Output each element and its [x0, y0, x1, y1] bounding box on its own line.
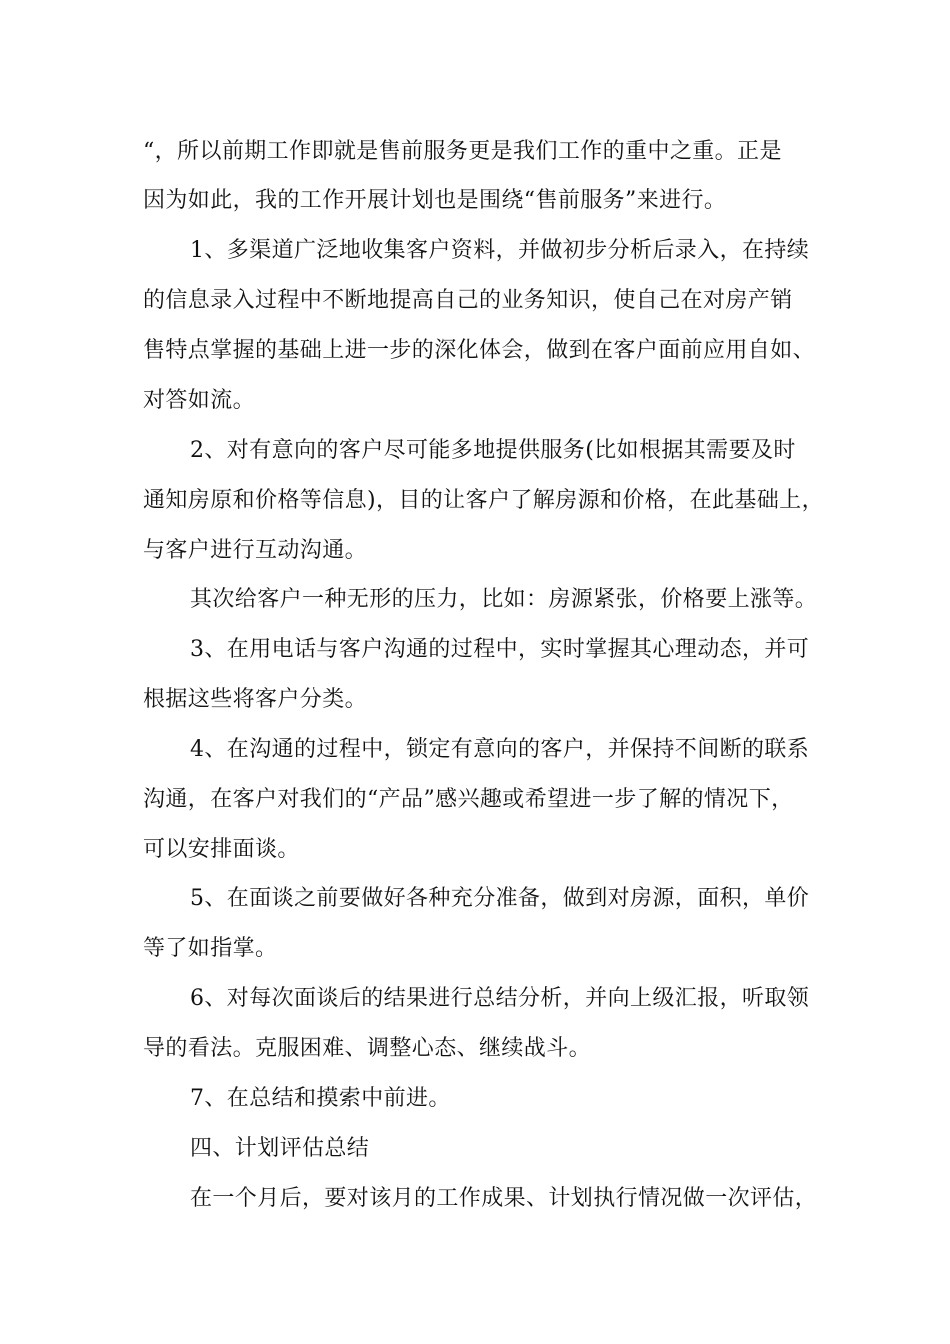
- text-line: 7、在总结和摸索中前进。: [190, 1086, 451, 1111]
- text-line: 在一个月后，要对该月的工作成果、计划执行情况做一次评估，: [190, 1186, 818, 1211]
- text-line: 3、在用电话与客户沟通的过程中，实时掌握其心理动态，并可: [190, 637, 810, 662]
- text-line: 对答如流。: [143, 388, 256, 413]
- text-line: 的信息录入过程中不断地提高自己的业务知识，使自己在对房产销: [143, 288, 793, 313]
- text-line: 2、对有意向的客户尽可能多地提供服务(比如根据其需要及时: [190, 438, 796, 463]
- text-line: “，所以前期工作即就是售前服务更是我们工作的重中之重。正是: [143, 139, 782, 164]
- text-line: 因为如此，我的工作开展计划也是围绕“售前服务”来进行。: [143, 188, 727, 213]
- text-line: 5、在面谈之前要做好各种充分准备，做到对房源，面积，单价: [190, 886, 810, 911]
- text-line: 根据这些将客户分类。: [143, 687, 368, 712]
- text-line: 1、多渠道广泛地收集客户资料，并做初步分析后录入，在持续: [190, 238, 810, 263]
- text-line: 售特点掌握的基础上进一步的深化体会，做到在客户面前应用自如、: [143, 338, 816, 363]
- text-line: 其次给客户一种无形的压力，比如：房源紧张，价格要上涨等。: [190, 587, 818, 612]
- text-line: 沟通，在客户对我们的“产品”感兴趣或希望进一步了解的情况下，: [143, 787, 794, 812]
- section-heading: 四、计划评估总结: [190, 1136, 370, 1161]
- text-line: 通知房原和价格等信息)，目的让客户了解房源和价格，在此基础上，: [143, 488, 824, 513]
- text-line: 可以安排面谈。: [143, 837, 300, 862]
- text-line: 等了如指掌。: [143, 936, 278, 961]
- text-line: 导的看法。克服困难、调整心态、继续战斗。: [143, 1036, 592, 1061]
- text-line: 4、在沟通的过程中，锁定有意向的客户，并保持不间断的联系: [190, 737, 810, 762]
- text-line: 6、对每次面谈后的结果进行总结分析，并向上级汇报，听取领: [190, 986, 810, 1011]
- text-line: 与客户进行互动沟通。: [143, 538, 368, 563]
